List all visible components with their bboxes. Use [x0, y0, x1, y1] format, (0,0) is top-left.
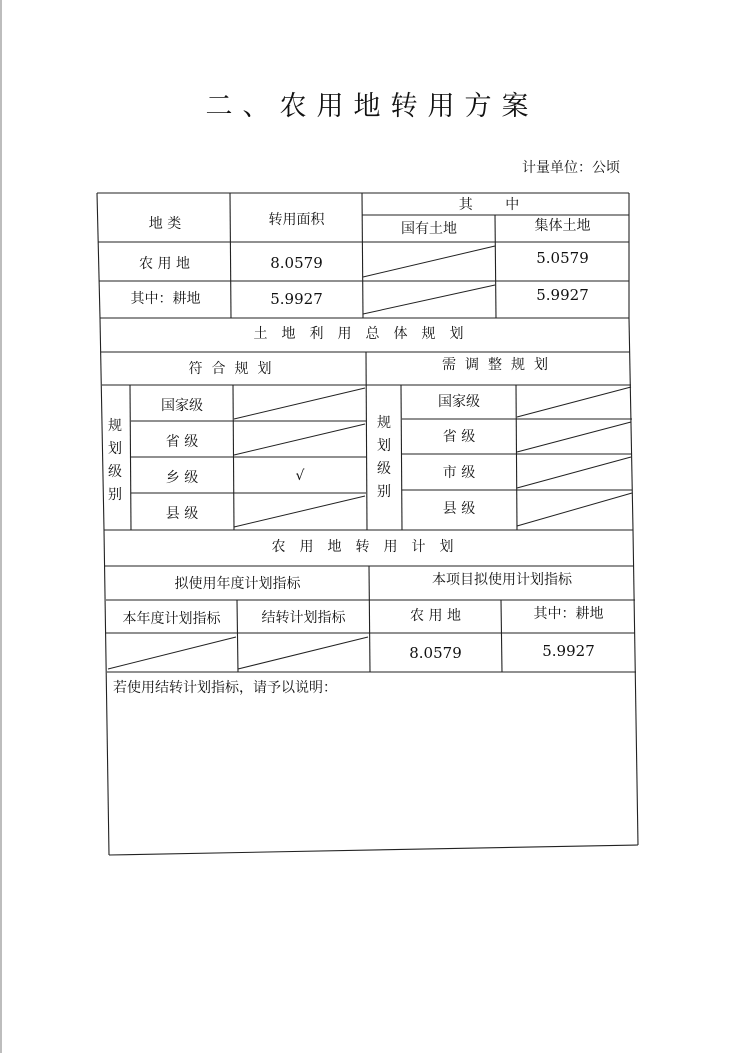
agri-land-value: 8.0579: [409, 644, 462, 662]
c-bottom: [109, 845, 638, 855]
pr-diag-1: [517, 387, 631, 417]
row-agri-area: 8.0579: [270, 254, 323, 272]
conform-level-3-mark: √: [295, 468, 305, 484]
conform-level-3: 乡 级: [165, 470, 199, 486]
header-among: 其 中: [458, 197, 534, 213]
pl-diag-2: [234, 424, 365, 455]
pr-v2: [516, 385, 517, 530]
conform-plan: 符合规划: [188, 361, 281, 377]
page-edge: [0, 0, 2, 1053]
row-arable-collective: 5.9927: [536, 286, 589, 304]
conversion-plan-title: 农用地转用计划: [271, 539, 468, 555]
c-diag-2: [238, 637, 368, 669]
right-level-label: 规划级别: [377, 415, 391, 500]
header-category: 地 类: [148, 216, 182, 232]
pl-v2: [233, 385, 234, 530]
agri-land-header: 农 用 地: [410, 608, 461, 624]
carryover-note: 若使用结转计划指标，请予以说明：: [113, 680, 337, 696]
page-title: 二、农用地转用方案: [205, 91, 539, 122]
pl-diag-1: [234, 388, 365, 419]
pr-diag-4: [517, 493, 632, 526]
current-year-indicator: 本年度计划指标: [122, 611, 221, 627]
unit-label: 计量单位：公顷: [522, 160, 620, 176]
pr-diag-2: [517, 422, 631, 452]
row-arable-area: 5.9927: [270, 290, 323, 308]
pr-diag-3: [517, 457, 631, 488]
pl-diag-4: [234, 496, 365, 527]
p-right: [629, 318, 633, 530]
conform-level-4: 县 级: [165, 506, 199, 522]
header-collective-land: 集体土地: [534, 218, 591, 234]
row-arable-label: 其中：耕地: [130, 291, 201, 307]
header-area: 转用面积: [268, 212, 325, 228]
c-diag-1: [108, 637, 236, 669]
adjust-level-1: 国家级: [438, 394, 480, 410]
row-agri-collective: 5.0579: [536, 249, 589, 267]
adjust-level-3: 市 级: [442, 465, 476, 481]
planning-title: 土地利用总体规划: [253, 326, 478, 342]
conform-level-1: 国家级: [161, 398, 203, 414]
p-left: [100, 318, 104, 530]
t1-diag-2: [363, 285, 495, 314]
carryover-indicator: 结转计划指标: [261, 610, 346, 626]
conform-level-2: 省 级: [165, 434, 199, 450]
adjust-plan: 需调整规划: [442, 357, 557, 373]
intended-indicator: 拟使用年度计划指标: [174, 576, 301, 592]
t1-diag-1: [363, 246, 495, 277]
arable-land-value: 5.9927: [542, 642, 595, 660]
adjust-level-4: 县 级: [442, 501, 476, 517]
arable-land-header: 其中：耕地: [533, 606, 604, 622]
project-indicator: 本项目拟使用计划指标: [432, 572, 572, 588]
p-mid: [366, 352, 367, 530]
row-agri-label: 农 用 地: [139, 256, 190, 272]
adjust-level-2: 省 级: [442, 429, 476, 445]
left-level-label: 规划级别: [108, 418, 122, 503]
header-state-land: 国有土地: [401, 221, 457, 237]
